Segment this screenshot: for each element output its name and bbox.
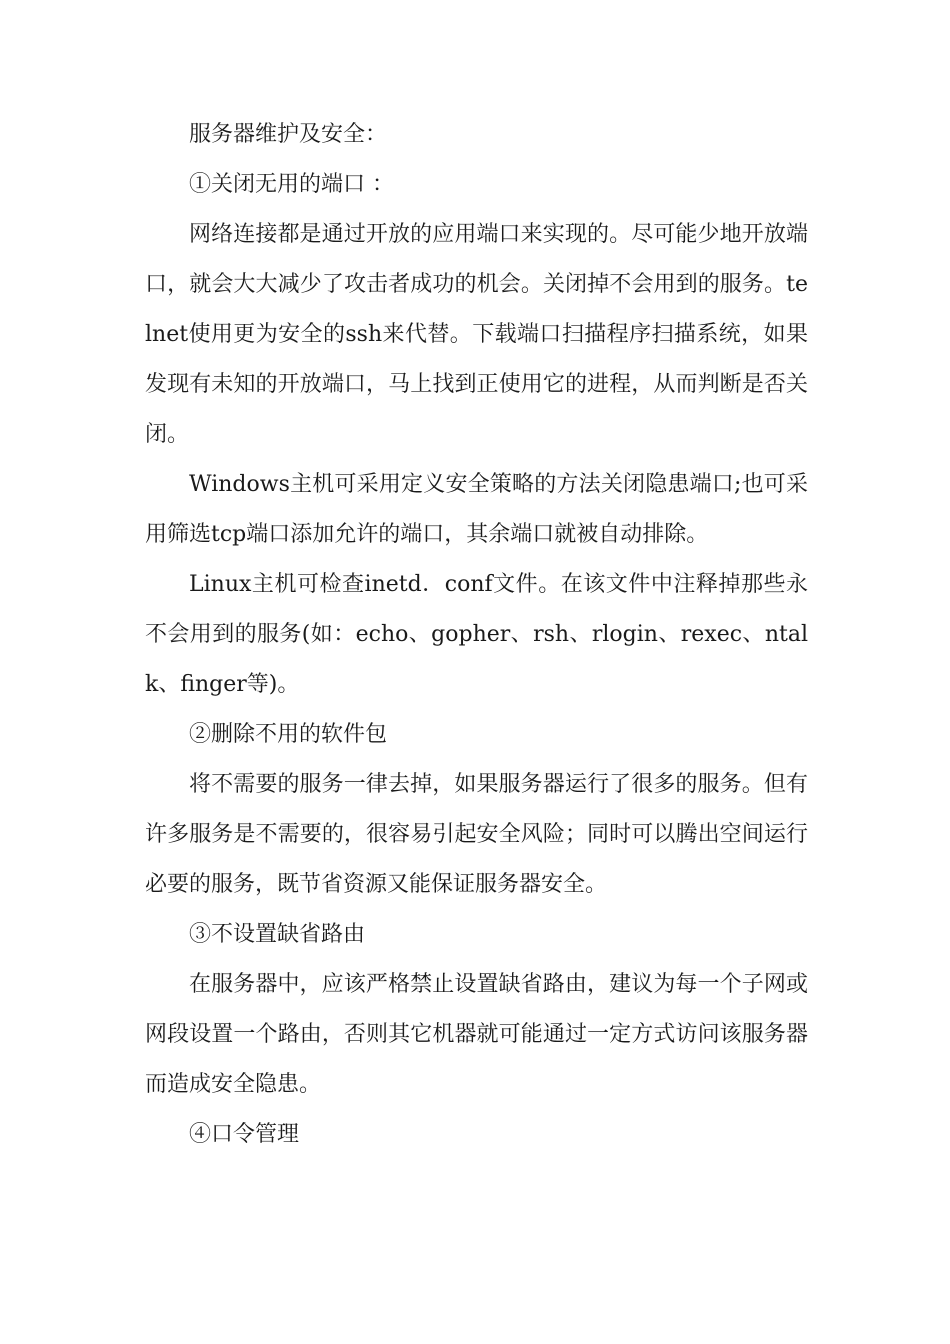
- section-heading-password-management: ④口令管理: [189, 1122, 300, 1147]
- paragraph-linux: Linux主机可检查inetd．conf文件。在该文件中注释掉那些永不会用到的服务(如：echo、gopher、rsh、rlogin、rexec、ntalk、finger等)。: [145, 572, 808, 697]
- paragraph-remove-packages: 将不需要的服务一律去掉，如果服务器运行了很多的服务。但有许多服务是不需要的，很容易引起安全风险；同时可以腾出空间运行必要的服务，既节省资源又能保证服务器安全。: [145, 772, 808, 897]
- document-body: [145, 110, 808, 1160]
- heading-server-maintenance: 服务器维护及安全：: [189, 122, 388, 147]
- section-heading-remove-packages: ②删除不用的软件包: [189, 722, 388, 747]
- paragraph-windows: Windows主机可采用定义安全策略的方法关闭隐患端口;也可采用筛选tcp端口添加允许的端口，其余端口就被自动排除。: [145, 472, 808, 547]
- section-heading-default-route: ③不设置缺省路由: [189, 922, 366, 947]
- paragraph-close-ports: 网络连接都是通过开放的应用端口来实现的。尽可能少地开放端口，就会大大减少了攻击者成功的机会。关闭掉不会用到的服务。telnet使用更为安全的ssh来代替。下载端口扫描程序扫描系统，如果发现有未知的开放端口，马上找到正使用它的进程，从而判断是否关闭。: [145, 222, 808, 447]
- section-heading-close-ports: ①关闭无用的端口 ：: [189, 172, 394, 197]
- paragraph-default-route: 在服务器中，应该严格禁止设置缺省路由，建议为每一个子网或网段设置一个路由，否则其它机器就可能通过一定方式访问该服务器而造成安全隐患。: [145, 972, 808, 1097]
